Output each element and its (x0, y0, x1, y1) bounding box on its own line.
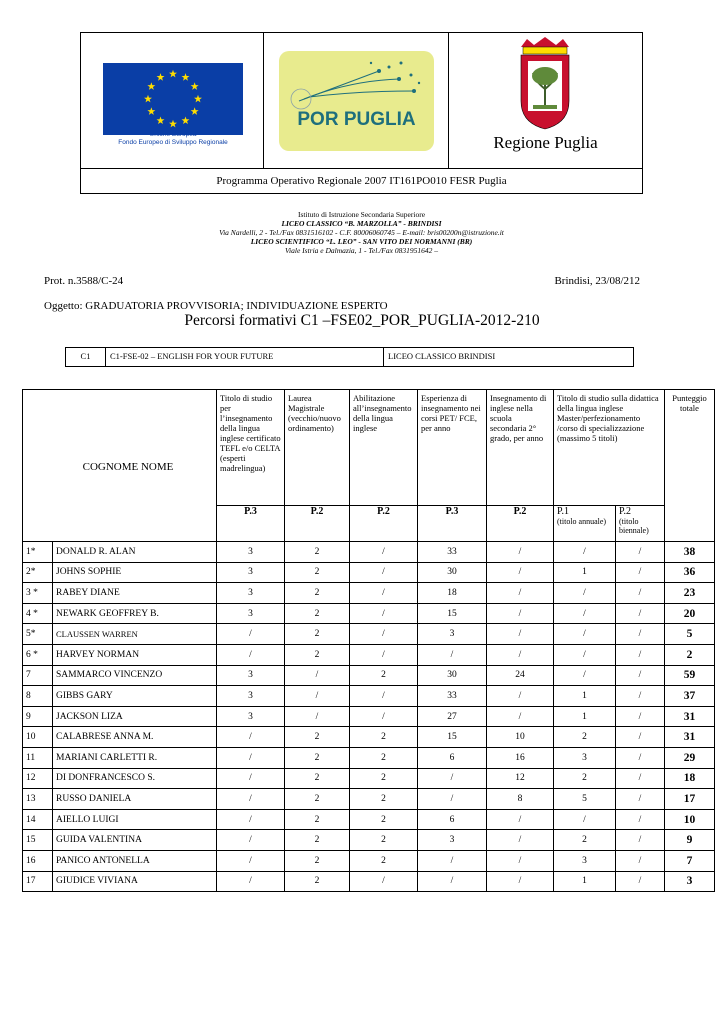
eu-star-icon (144, 95, 152, 103)
ranking-table (22, 389, 715, 892)
score-cell: / (487, 830, 554, 851)
eu-stars-icon (103, 63, 243, 135)
table-row (23, 562, 715, 583)
row-number: 15 (23, 830, 53, 851)
institute-line-4: LICEO SCIENTIFICO “L. LEO” - SAN VITO DEI NORMANNI (BR) (250, 237, 473, 246)
score-cell: / (418, 871, 487, 892)
score-cell: 30 (418, 665, 487, 686)
total-score: 18 (665, 768, 715, 789)
score-cell: 30 (418, 562, 487, 583)
candidate-name: AIELLO LUIGI (53, 809, 217, 830)
score-cell: 2 (285, 603, 350, 624)
header-logo-box (80, 32, 643, 194)
col-header-titolo: Titolo di studio per l’insegnamento della lingua inglese certificato TEFL e/o CELTA (esperti madrelingua) (217, 390, 285, 506)
score-cell: / (487, 583, 554, 604)
score-cell: 24 (487, 665, 554, 686)
row-number: 3 * (23, 583, 53, 604)
institute-line-2: LICEO CLASSICO “B. MARZOLLA” - BRINDISI (281, 219, 442, 228)
score-cell: / (616, 727, 665, 748)
table-row (23, 850, 715, 871)
score-cell: / (487, 644, 554, 665)
row-number: 16 (23, 850, 53, 871)
program-title: Programma Operativo Regionale 2007 IT161PO010 FESR Puglia (81, 168, 642, 194)
score-cell: 16 (487, 747, 554, 768)
row-number: 12 (23, 768, 53, 789)
row-number: 6 * (23, 644, 53, 665)
points-col-1: P.3 (217, 506, 285, 542)
score-cell: / (418, 644, 487, 665)
score-cell: 2 (285, 583, 350, 604)
eu-flag-icon (103, 63, 243, 135)
score-cell: 2 (285, 809, 350, 830)
score-cell: / (285, 686, 350, 707)
score-cell: 27 (418, 706, 487, 727)
col-header-didattica: Titolo di studio sulla didattica della lingua inglese Master/perfezionamento /corso di specializzazione (massimo 5 titoli) (554, 390, 665, 506)
institute-line-3: Via Nardelli, 2 - Tel./Fax 0831516102 - C.F. 80006060745 – E-mail: bris00200n@istruzione.it (219, 228, 504, 237)
total-score: 31 (665, 727, 715, 748)
score-cell: 3 (418, 624, 487, 645)
eu-caption-line-2: Fondo Europeo di Sviluppo Regionale (118, 139, 228, 146)
total-score: 7 (665, 850, 715, 871)
candidate-name: CALABRESE ANNA M. (53, 727, 217, 748)
score-cell: 3 (217, 706, 285, 727)
table-row (23, 706, 715, 727)
eu-star-icon (169, 120, 177, 128)
table-row (23, 727, 715, 748)
score-cell: / (217, 727, 285, 748)
score-cell: / (418, 789, 487, 810)
por-puglia-logo (279, 51, 434, 151)
regione-puglia-crest-icon (449, 33, 642, 133)
score-cell: / (616, 583, 665, 604)
points-col-4: P.3 (418, 506, 487, 542)
total-score: 9 (665, 830, 715, 851)
course-title: C1-FSE-02 – ENGLISH FOR YOUR FUTURE (106, 348, 384, 366)
col-header-laurea: Laurea Magistrale (vecchio/nuovo ordinamento) (285, 390, 350, 506)
total-score: 3 (665, 871, 715, 892)
total-score: 38 (665, 542, 715, 563)
score-cell: 1 (554, 871, 616, 892)
score-cell: 2 (350, 665, 418, 686)
candidate-name: GIBBS GARY (53, 686, 217, 707)
score-cell: 12 (487, 768, 554, 789)
total-score: 31 (665, 706, 715, 727)
row-number: 10 (23, 727, 53, 748)
eu-star-icon (157, 73, 165, 81)
eu-logo-cell (81, 33, 264, 168)
eu-star-icon (182, 116, 190, 124)
points-col-6-sub: (titolo annuale) (557, 517, 607, 526)
table-row (23, 747, 715, 768)
score-cell: / (217, 850, 285, 871)
course-school: LICEO CLASSICO BRINDISI (388, 351, 496, 361)
por-logo-cell (264, 33, 449, 168)
region-name: Regione Puglia (493, 133, 598, 152)
course-heading: Percorsi formativi C1 –FSE02_POR_PUGLIA-2012-210 (184, 312, 540, 329)
score-cell: / (350, 603, 418, 624)
table-row (23, 809, 715, 830)
score-cell: 2 (350, 809, 418, 830)
eu-caption (103, 131, 243, 147)
table-row (23, 644, 715, 665)
course-code: C1 (66, 348, 106, 366)
eu-star-icon (147, 82, 155, 90)
score-cell: / (217, 830, 285, 851)
candidate-name: MARIANI CARLETTI R. (53, 747, 217, 768)
row-number: 17 (23, 871, 53, 892)
total-score: 17 (665, 789, 715, 810)
score-cell: / (487, 706, 554, 727)
total-score: 20 (665, 603, 715, 624)
score-cell: 2 (350, 747, 418, 768)
course-info-table (65, 347, 634, 367)
score-cell: 2 (350, 850, 418, 871)
score-cell: 2 (285, 644, 350, 665)
candidate-name: HARVEY NORMAN (53, 644, 217, 665)
score-cell: 3 (217, 542, 285, 563)
row-number: 1* (23, 542, 53, 563)
eu-star-icon (157, 116, 165, 124)
points-col-7 (616, 506, 665, 542)
candidate-name: JACKSON LIZA (53, 706, 217, 727)
row-number: 14 (23, 809, 53, 830)
score-cell: 1 (554, 706, 616, 727)
score-cell: / (616, 624, 665, 645)
score-cell: 2 (554, 727, 616, 748)
row-number: 4 * (23, 603, 53, 624)
row-number: 11 (23, 747, 53, 768)
institute-line-5: Viale Istria e Dalmazia, 1 - Tel./Fax 0831951642 – (285, 246, 438, 255)
col-header-esperienza: Esperienza di insegnamento nei corsi PET/ FCE, per anno (418, 390, 487, 506)
score-cell: 1 (554, 562, 616, 583)
candidate-name: CLAUSSEN WARREN (53, 624, 217, 645)
table-row (23, 768, 715, 789)
points-col-7-label: P.2 (619, 506, 631, 517)
points-col-7-sub: (titolo biennale) (619, 517, 649, 535)
score-cell: 2 (285, 871, 350, 892)
row-number: 8 (23, 686, 53, 707)
candidate-name: GIUDICE VIVIANA (53, 871, 217, 892)
score-cell: 2 (285, 830, 350, 851)
score-cell: / (616, 603, 665, 624)
candidate-name: JOHNS SOPHIE (53, 562, 217, 583)
score-cell: 3 (217, 603, 285, 624)
score-cell: 2 (285, 768, 350, 789)
points-col-6-label: P.1 (557, 506, 569, 517)
score-cell: 6 (418, 747, 487, 768)
score-cell: / (350, 871, 418, 892)
institute-line-1: Istituto di Istruzione Secondaria Superiore (297, 210, 426, 219)
score-cell: / (217, 644, 285, 665)
table-row (23, 789, 715, 810)
score-cell: / (554, 624, 616, 645)
total-score: 23 (665, 583, 715, 604)
ranking-rows (23, 542, 715, 892)
score-cell: / (350, 686, 418, 707)
score-cell: / (418, 850, 487, 871)
total-score: 36 (665, 562, 715, 583)
score-cell: 33 (418, 542, 487, 563)
score-cell: / (487, 809, 554, 830)
candidate-name: DONALD R. ALAN (53, 542, 217, 563)
table-row (23, 830, 715, 851)
score-cell: / (616, 768, 665, 789)
score-cell: / (217, 871, 285, 892)
name-header: COGNOME NOME (23, 390, 217, 542)
score-cell: / (418, 768, 487, 789)
eu-star-icon (169, 70, 177, 78)
score-cell: / (616, 809, 665, 830)
protocol-number: Prot. n.3588/C-24 (44, 275, 124, 287)
score-cell: / (554, 603, 616, 624)
score-cell: 3 (217, 686, 285, 707)
score-cell: / (616, 789, 665, 810)
score-cell: 15 (418, 603, 487, 624)
row-number: 2* (23, 562, 53, 583)
candidate-name: PANICO ANTONELLA (53, 850, 217, 871)
score-cell: / (616, 830, 665, 851)
score-cell: 2 (285, 624, 350, 645)
points-col-2: P.2 (285, 506, 350, 542)
total-score: 2 (665, 644, 715, 665)
eu-star-icon (191, 82, 199, 90)
score-cell: / (350, 706, 418, 727)
score-cell: / (217, 789, 285, 810)
score-cell: / (487, 624, 554, 645)
total-score: 37 (665, 686, 715, 707)
eu-star-icon (194, 95, 202, 103)
dandelion-icon (279, 51, 434, 111)
score-cell: / (616, 644, 665, 665)
region-logo-cell (449, 33, 642, 168)
table-row (23, 686, 715, 707)
score-cell: / (487, 542, 554, 563)
table-row (23, 583, 715, 604)
score-cell: 2 (554, 830, 616, 851)
header-row (23, 390, 715, 506)
candidate-name: RUSSO DANIELA (53, 789, 217, 810)
score-cell: / (616, 850, 665, 871)
score-cell: / (487, 603, 554, 624)
candidate-name: NEWARK GEOFFREY B. (53, 603, 217, 624)
subject-line: Oggetto: GRADUATORIA PROVVISORIA; INDIVIDUAZIONE ESPERTO (44, 300, 388, 312)
score-cell: 2 (285, 747, 350, 768)
score-cell: 5 (554, 789, 616, 810)
score-cell: / (350, 624, 418, 645)
row-number: 13 (23, 789, 53, 810)
score-cell: / (616, 562, 665, 583)
score-cell: / (616, 665, 665, 686)
eu-star-icon (147, 107, 155, 115)
score-cell: 2 (350, 768, 418, 789)
score-cell: / (487, 871, 554, 892)
row-number: 9 (23, 706, 53, 727)
score-cell: / (487, 686, 554, 707)
score-cell: 3 (217, 583, 285, 604)
score-cell: 2 (554, 768, 616, 789)
score-cell: / (217, 809, 285, 830)
score-cell: / (616, 871, 665, 892)
score-cell: / (616, 747, 665, 768)
eu-star-icon (191, 107, 199, 115)
score-cell: / (350, 644, 418, 665)
table-row (23, 665, 715, 686)
score-cell: / (554, 542, 616, 563)
points-col-6 (554, 506, 616, 542)
logo-row (81, 33, 642, 168)
points-col-5: P.2 (487, 506, 554, 542)
total-score: 10 (665, 809, 715, 830)
score-cell: 3 (554, 747, 616, 768)
score-cell: 6 (418, 809, 487, 830)
score-cell: / (285, 706, 350, 727)
score-cell: 2 (350, 830, 418, 851)
eu-star-icon (182, 73, 190, 81)
score-cell: / (350, 562, 418, 583)
score-cell: / (217, 768, 285, 789)
total-score: 5 (665, 624, 715, 645)
score-cell: / (217, 624, 285, 645)
score-cell: 3 (217, 562, 285, 583)
table-row (23, 624, 715, 645)
document-date: Brindisi, 23/08/212 (554, 275, 640, 287)
score-cell: / (616, 686, 665, 707)
table-row (23, 603, 715, 624)
score-cell: 2 (350, 727, 418, 748)
score-cell: / (554, 644, 616, 665)
eu-caption-line-1: Unione Europea (149, 131, 197, 138)
score-cell: / (285, 665, 350, 686)
score-cell: 3 (217, 665, 285, 686)
candidate-name: DI DONFRANCESCO S. (53, 768, 217, 789)
score-cell: / (350, 542, 418, 563)
row-number: 5* (23, 624, 53, 645)
score-cell: 2 (285, 727, 350, 748)
score-cell: 3 (554, 850, 616, 871)
row-number: 7 (23, 665, 53, 686)
score-cell: / (554, 665, 616, 686)
table-row (23, 871, 715, 892)
points-col-3: P.2 (350, 506, 418, 542)
score-cell: 2 (285, 562, 350, 583)
candidate-name: SAMMARCO VINCENZO (53, 665, 217, 686)
score-cell: / (487, 562, 554, 583)
score-cell: 1 (554, 686, 616, 707)
score-cell: 15 (418, 727, 487, 748)
total-score: 59 (665, 665, 715, 686)
score-cell: 10 (487, 727, 554, 748)
score-cell: 18 (418, 583, 487, 604)
candidate-name: GUIDA VALENTINA (53, 830, 217, 851)
table-row (23, 542, 715, 563)
score-cell: / (616, 706, 665, 727)
col-header-insegnamento: Insegnamento di inglese nella scuola secondaria 2° grado, per anno (487, 390, 554, 506)
score-cell: / (217, 747, 285, 768)
score-cell: 3 (418, 830, 487, 851)
score-cell: 2 (285, 789, 350, 810)
score-cell: 2 (285, 542, 350, 563)
score-cell: / (350, 583, 418, 604)
score-cell: / (554, 809, 616, 830)
col-header-total: Punteggio totale (665, 390, 715, 542)
score-cell: / (616, 542, 665, 563)
score-cell: 33 (418, 686, 487, 707)
score-cell: 2 (285, 850, 350, 871)
candidate-name: RABEY DIANE (53, 583, 217, 604)
score-cell: / (554, 583, 616, 604)
score-cell: / (487, 850, 554, 871)
score-cell: 8 (487, 789, 554, 810)
score-cell: 2 (350, 789, 418, 810)
total-score: 29 (665, 747, 715, 768)
por-puglia-text: POR PUGLIA (297, 109, 416, 130)
col-header-abilitazione: Abilitazione all’insegnamento della lingua inglese (350, 390, 418, 506)
